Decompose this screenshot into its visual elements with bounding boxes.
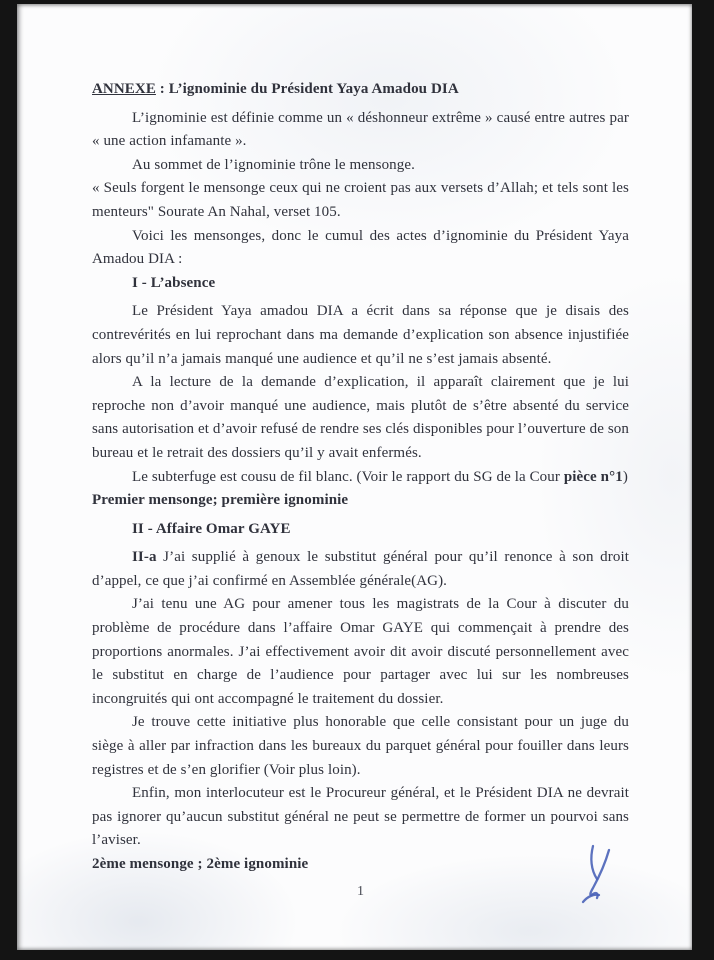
paragraph — [92, 371, 629, 465]
text-run: : — [155, 81, 169, 97]
paragraph — [92, 466, 629, 490]
section-heading — [92, 853, 629, 877]
text-run: Au sommet de l’ignominie trône le mensonge. — [132, 156, 415, 173]
section-heading — [92, 489, 629, 513]
text-run: pièce n°1 — [563, 468, 623, 485]
text-run: Enfin, mon interlocuteur est le Procureur général, et le Président DIA ne devrait pas ignorer qu’aucun substitut général ne peut se permettre de former un pourvoi sans l’aviser. — [92, 785, 629, 849]
paragraph — [92, 546, 629, 593]
text-run: Je trouve cette initiative plus honorable que celle consistant pour un juge du siège à aller par infraction dans les bureaux du parquet général pour fouiller dans leurs registres et de s’en glorifier (Voir plus loin). — [92, 714, 629, 778]
paragraph — [92, 711, 629, 782]
text-run: I - L’absence — [132, 274, 216, 291]
text-run: Premier mensonge; première ignominie — [92, 492, 349, 509]
text-run: 2ème mensonge ; 2ème ignominie — [92, 856, 309, 872]
paragraph — [92, 107, 629, 154]
page-footer — [92, 884, 629, 900]
section-heading — [92, 272, 629, 296]
text-run: A la lecture de la demande d’explication, il apparaît clairement que je lui reproche non d’avoir manqué une audience, mais plutôt de s’être absenté du service sans autorisation et d’avoir refusé de rendre ses clés disponibles pour l’ouverture de son bureau et le retrait des dossiers qu’il y avait enfermés. — [92, 374, 629, 461]
text-run: ANNEXE — [92, 81, 156, 97]
text-run: L’ignominie du Président Yaya Amadou DIA — [168, 81, 459, 97]
page-number: 1 — [357, 884, 364, 899]
document-page — [17, 4, 692, 950]
paragraph — [92, 782, 629, 853]
signature-mark — [573, 840, 619, 908]
text-run: J’ai tenu une AG pour amener tous les magistrats de la Cour à discuter du problème de procédure dans l’affaire Omar GAYE qui commençait à prendre des proportions anormales. J’ai effectivement avoir dit avoir discuté personnellement avec le substitut en charge de l’audience pour partager avec lui sur les nombreuses incongruités qui ont accompagné le traitement du dossier. — [92, 596, 629, 707]
text-run: L’ignominie est définie comme un « déshonneur extrême » causé entre autres par « une action infamante ». — [92, 109, 629, 150]
paragraph — [92, 593, 629, 711]
text-run: ) — [622, 468, 628, 485]
text-run: II - Affaire Omar GAYE — [132, 520, 291, 537]
paragraph — [92, 225, 629, 272]
text-run: J’ai supplié à genoux le substitut général pour qu’il renonce à son droit d’appel, ce que j’ai confirmé en Assemblée générale(AG). — [92, 549, 629, 589]
text-run: Le subterfuge est cousu de fil blanc. (Voir le rapport du SG de la Cour — [132, 468, 564, 485]
text-run: Voici les mensonges, donc le cumul des actes d’ignominie du Président Yaya Amadou DIA : — [92, 227, 629, 268]
section-heading — [92, 78, 629, 102]
document-content — [92, 78, 629, 882]
section-heading — [92, 518, 629, 542]
paragraph — [92, 154, 629, 178]
signature-stroke — [591, 846, 597, 879]
paragraph — [92, 177, 629, 224]
text-run: II-a — [132, 549, 157, 566]
paragraph — [92, 300, 629, 371]
text-run: « Seuls forgent le mensonge ceux qui ne croient pas aux versets d’Allah; et tels sont les menteurs" Sourate An Nahal, verset 105. — [92, 180, 629, 220]
text-run: Le Président Yaya amadou DIA a écrit dans sa réponse que je disais des contrevérités en lui reprochant dans ma demande d’explication son absence injustifiée alors qu’il n’a jamais manqué une audience et qu’il ne s’est jamais absenté. — [92, 303, 629, 367]
